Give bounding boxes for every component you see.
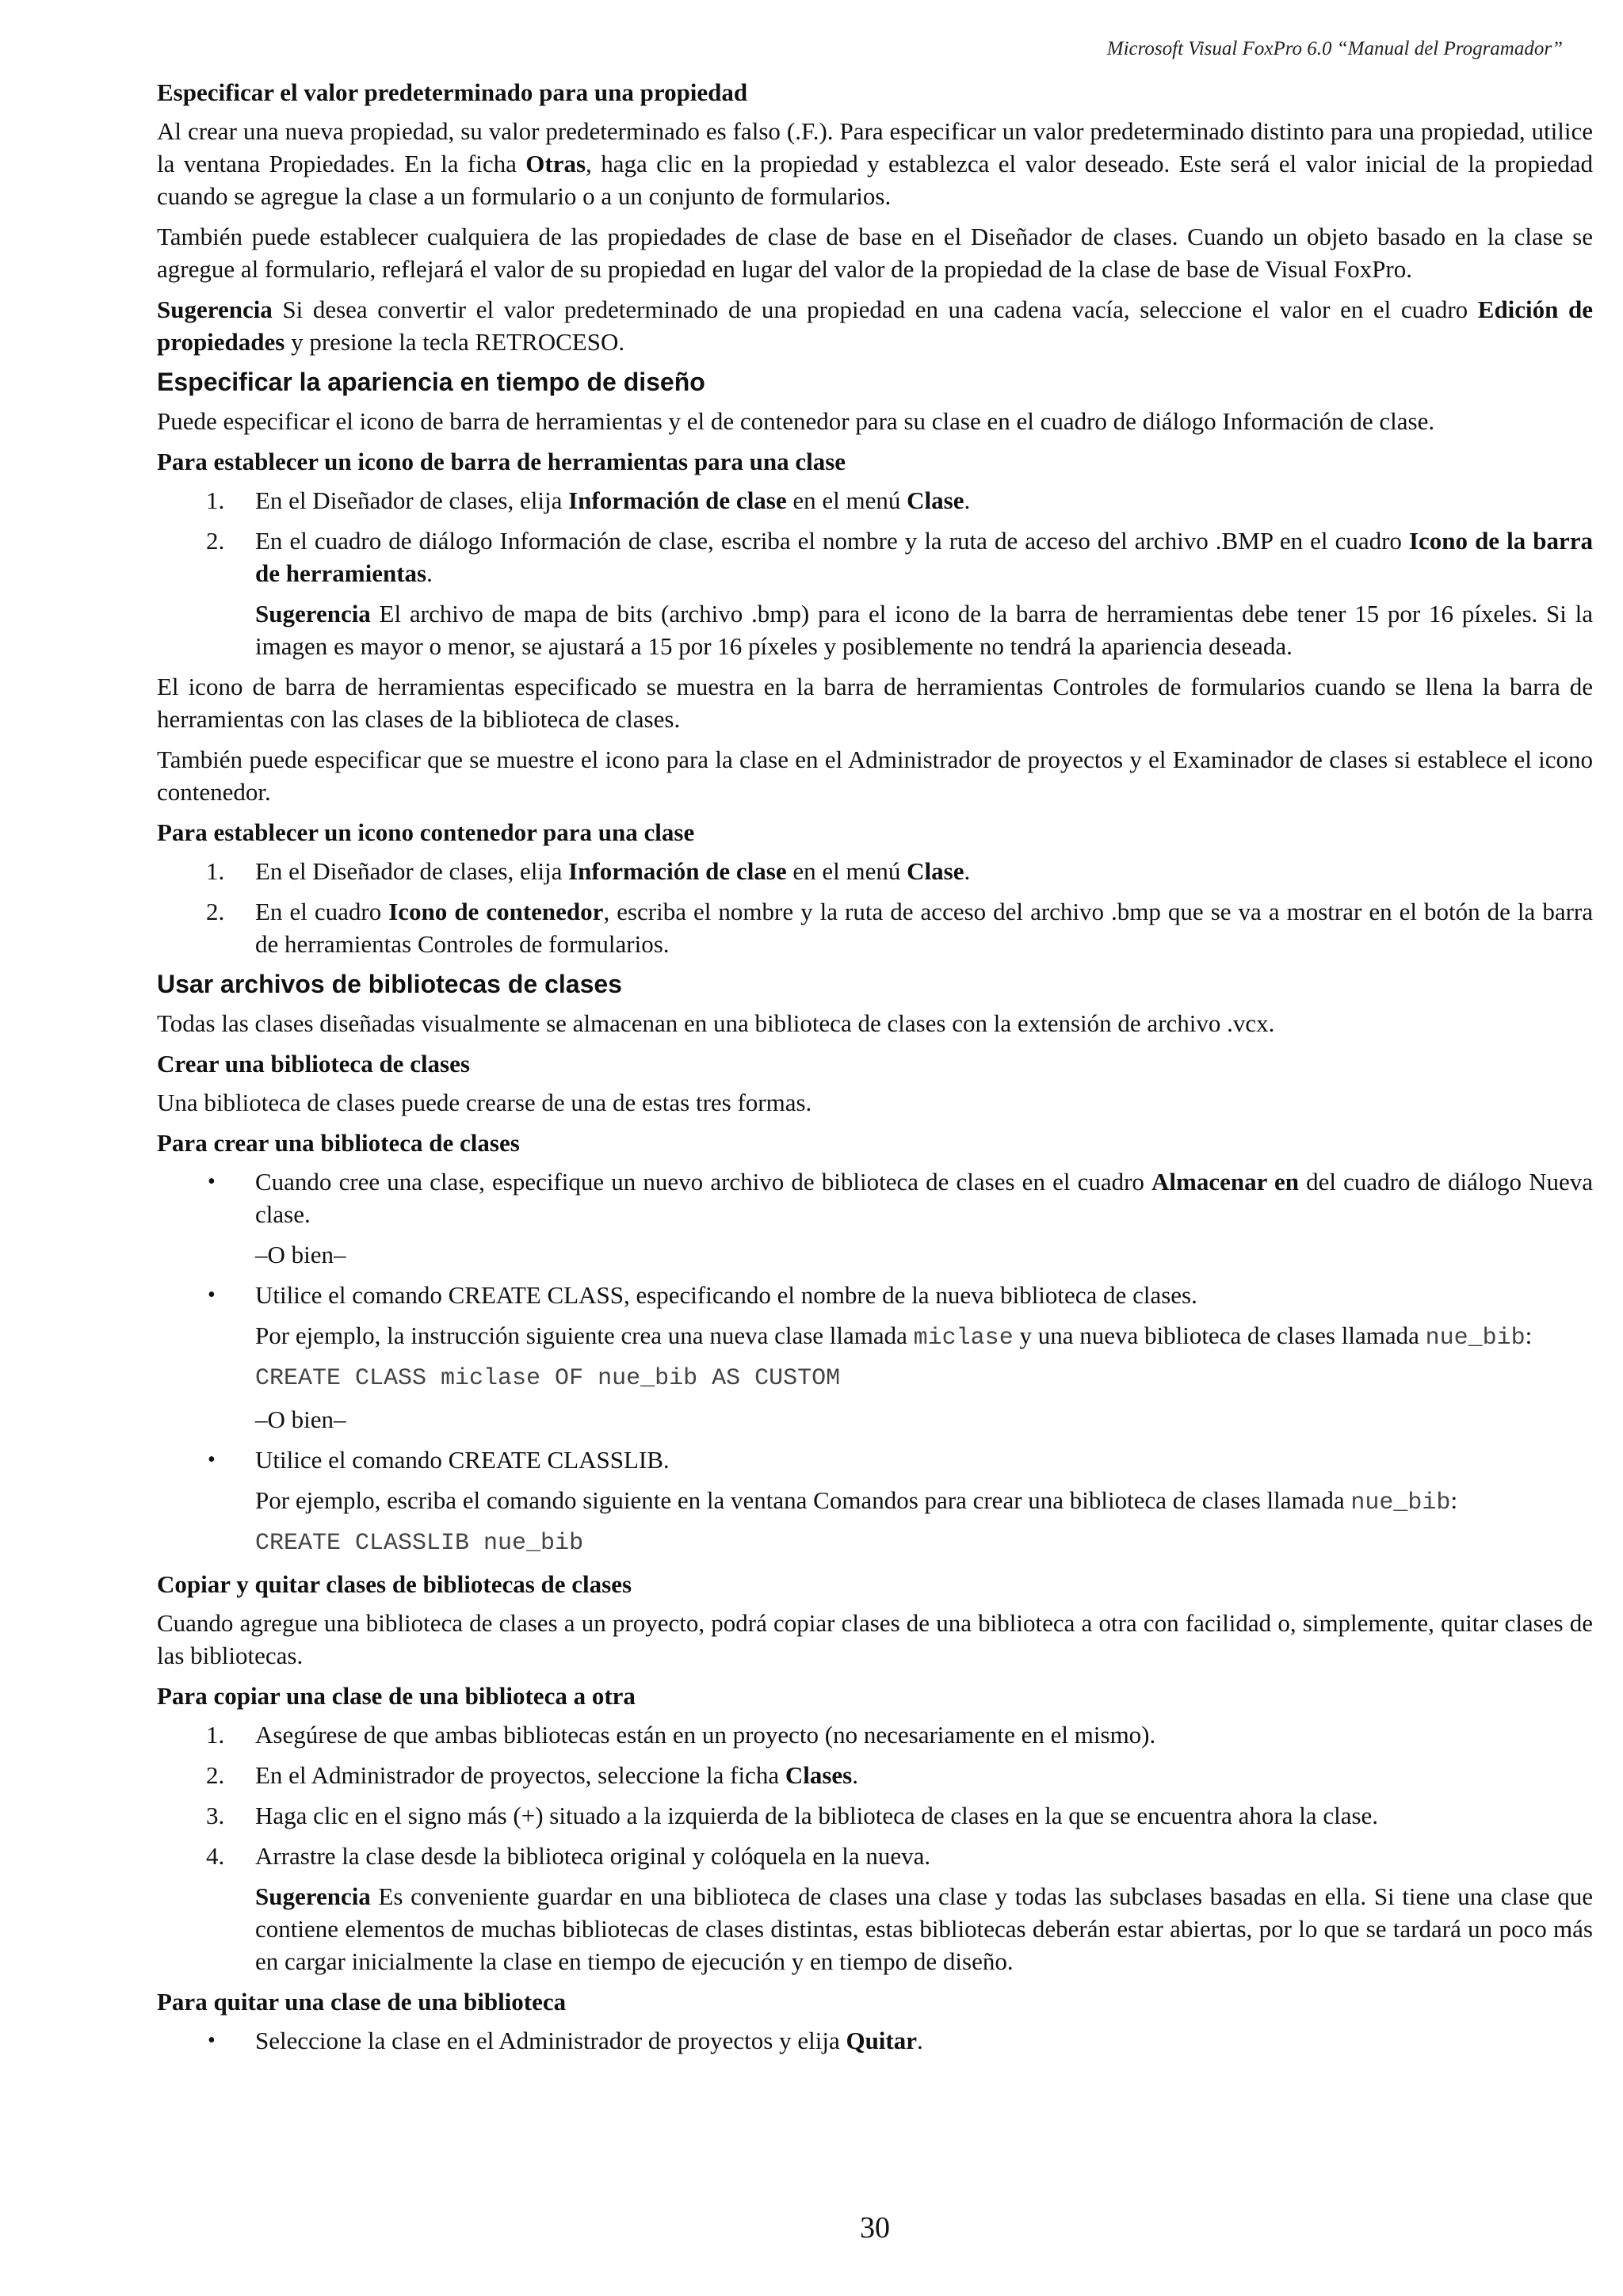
or-separator: –O bien– bbox=[255, 1241, 346, 1268]
bullet-icon: • bbox=[208, 2028, 216, 2053]
paragraph: Al crear una nueva propiedad, su valor predeterminado es falso (.F.). Para especificar un valor predeterminado distinto para una propiedad, utilice la ventana Propiedades. En la ficha Otras, haga clic en la propiedad y establezca el valor deseado. Este será el valor inicial de la propiedad cuando se agregue la clase a un formulario o a un conjunto de formularios. bbox=[157, 117, 1593, 210]
paragraph: Todas las clases diseñadas visualmente se almacenan en una biblioteca de clases con la extensión de archivo .vcx. bbox=[157, 1009, 1275, 1037]
list-item: 1. En el Diseñador de clases, elija Información de clase en el menú Clase. bbox=[206, 857, 971, 885]
list-item: 4. Arrastre la clase desde la biblioteca original y colóquela en la nueva. bbox=[206, 1842, 931, 1870]
subheading-to-create-library: Para crear una biblioteca de clases bbox=[157, 1129, 520, 1157]
bullet-item: • Seleccione la clase en el Administrador de proyectos y elija Quitar. bbox=[157, 2024, 1593, 2057]
page-content bbox=[157, 76, 1593, 2065]
list-item: 3. Haga clic en el signo más (+) situado a la izquierda de la biblioteca de clases en la que se encuentra ahora la clase. bbox=[206, 1802, 1379, 1829]
bullet-item: • Cuando cree una clase, especifique un nuevo archivo de biblioteca de clases en el cuadro Almacenar en del cuadro de diálogo Nueva clase. bbox=[157, 1165, 1593, 1230]
subheading-remove-class: Para quitar una clase de una biblioteca bbox=[157, 1988, 567, 2016]
bullet-item: • Utilice el comando CREATE CLASS, especificando el nombre de la nueva biblioteca de clases. bbox=[157, 1279, 1593, 1311]
paragraph: También puede establecer cualquiera de las propiedades de clase de base en el Diseñador de clases. Cuando un objeto basado en la clase se agregue al formulario, reflejará el valor de su propiedad en lugar del valor de la propiedad de la clase de base de Visual FoxPro. bbox=[157, 223, 1593, 283]
list-item: 2. En el cuadro Icono de contenedor, escriba el nombre y la ruta de acceso del archivo .bmp que se va a mostrar en el botón de la barra de herramientas Controles de formularios. bbox=[206, 898, 1593, 958]
list-item: 2. En el cuadro de diálogo Información de clase, escriba el nombre y la ruta de acceso del archivo .BMP en el cuadro Icono de la barra de herramientas. bbox=[206, 527, 1594, 587]
example-text: Por ejemplo, escriba el comando siguiente en la ventana Comandos para crear una biblioteca de clases llamada nue_bib: bbox=[255, 1486, 1458, 1516]
tip-label: Sugerencia bbox=[157, 296, 273, 323]
example-text: Por ejemplo, la instrucción siguiente crea una nueva clase llamada miclase y una nueva biblioteca de clases llamada nue_bib: bbox=[255, 1322, 1533, 1352]
list-item: 2. En el Administrador de proyectos, seleccione la ficha Clases. bbox=[206, 1761, 858, 1789]
paragraph: Puede especificar el icono de barra de herramientas y el de contenedor para su clase en el cuadro de diálogo Información de clase. bbox=[157, 407, 1435, 435]
tip-note: Sugerencia Es conveniente guardar en una biblioteca de clases una clase y todas las subclases basadas en ella. Si tiene una clase que contiene elementos de muchas bibliotecas de clases distintas, estas bibliotecas deberán estar abiertas, por lo que se tardará un poco más en cargar inicialmente la clase en tiempo de ejecución y en tiempo de diseño. bbox=[255, 1882, 1593, 1975]
subheading-copy-class: Para copiar una clase de una biblioteca a otra bbox=[157, 1682, 636, 1710]
code-line: CREATE CLASSLIB nue_bib bbox=[255, 1530, 584, 1557]
list-item: 1. En el Diseñador de clases, elija Información de clase en el menú Clase. bbox=[206, 486, 971, 514]
bullet-icon: • bbox=[208, 1447, 216, 1472]
paragraph: También puede especificar que se muestre el icono para la clase en el Administrador de proyectos y el Examinador de clases si establece el icono contenedor. bbox=[157, 746, 1593, 806]
list-item: 1. Asegúrese de que ambas bibliotecas están en un proyecto (no necesariamente en el mismo). bbox=[206, 1721, 1156, 1749]
bullet-icon: • bbox=[208, 1283, 216, 1307]
subheading-toolbar-icon: Para establecer un icono de barra de herramientas para una clase bbox=[157, 448, 846, 475]
bullet-icon: • bbox=[208, 1169, 216, 1194]
paragraph: Una biblioteca de clases puede crearse de una de estas tres formas. bbox=[157, 1089, 812, 1116]
or-separator: –O bien– bbox=[255, 1405, 346, 1433]
page-number: 30 bbox=[860, 2211, 890, 2245]
paragraph: Cuando agregue una biblioteca de clases a un proyecto, podrá copiar clases de una biblioteca a otra con facilidad o, simplemente, quitar clases de las bibliotecas. bbox=[157, 1609, 1593, 1669]
tip-label: Sugerencia bbox=[255, 1882, 371, 1910]
subheading-container-icon: Para establecer un icono contenedor para una clase bbox=[157, 818, 695, 846]
bullet-item: • Utilice el comando CREATE CLASSLIB. bbox=[157, 1444, 1593, 1476]
heading-design-appearance: Especificar la apariencia en tiempo de diseño bbox=[157, 368, 705, 396]
subheading-copy-remove: Copiar y quitar clases de bibliotecas de clases bbox=[157, 1570, 632, 1598]
paragraph: El icono de barra de herramientas especificado se muestra en la barra de herramientas Controles de formularios cuando se llena la barra de herramientas con las clases de la biblioteca de clases. bbox=[157, 673, 1593, 733]
heading-class-libraries: Usar archivos de bibliotecas de clases bbox=[157, 970, 622, 998]
tip-note: Sugerencia Si desea convertir el valor predeterminado de una propiedad en una cadena vacía, seleccione el valor en el cuadro Edición de propiedades y presione la tecla RETROCESO. bbox=[157, 296, 1593, 356]
heading-default-value: Especificar el valor predeterminado para una propiedad bbox=[157, 78, 748, 106]
code-line: CREATE CLASS miclase OF nue_bib AS CUSTOM bbox=[255, 1365, 841, 1392]
tip-label: Sugerencia bbox=[255, 600, 371, 627]
running-header: Microsoft Visual FoxPro 6.0 “Manual del Programador” bbox=[1106, 38, 1563, 59]
tip-note: Sugerencia El archivo de mapa de bits (archivo .bmp) para el icono de la barra de herramientas debe tener 15 por 16 píxeles. Si la imagen es mayor o menor, se ajustará a 15 por 16 píxeles y posiblemente no tendrá la apariencia deseada. bbox=[255, 600, 1593, 660]
subheading-create-library: Crear una biblioteca de clases bbox=[157, 1050, 470, 1077]
